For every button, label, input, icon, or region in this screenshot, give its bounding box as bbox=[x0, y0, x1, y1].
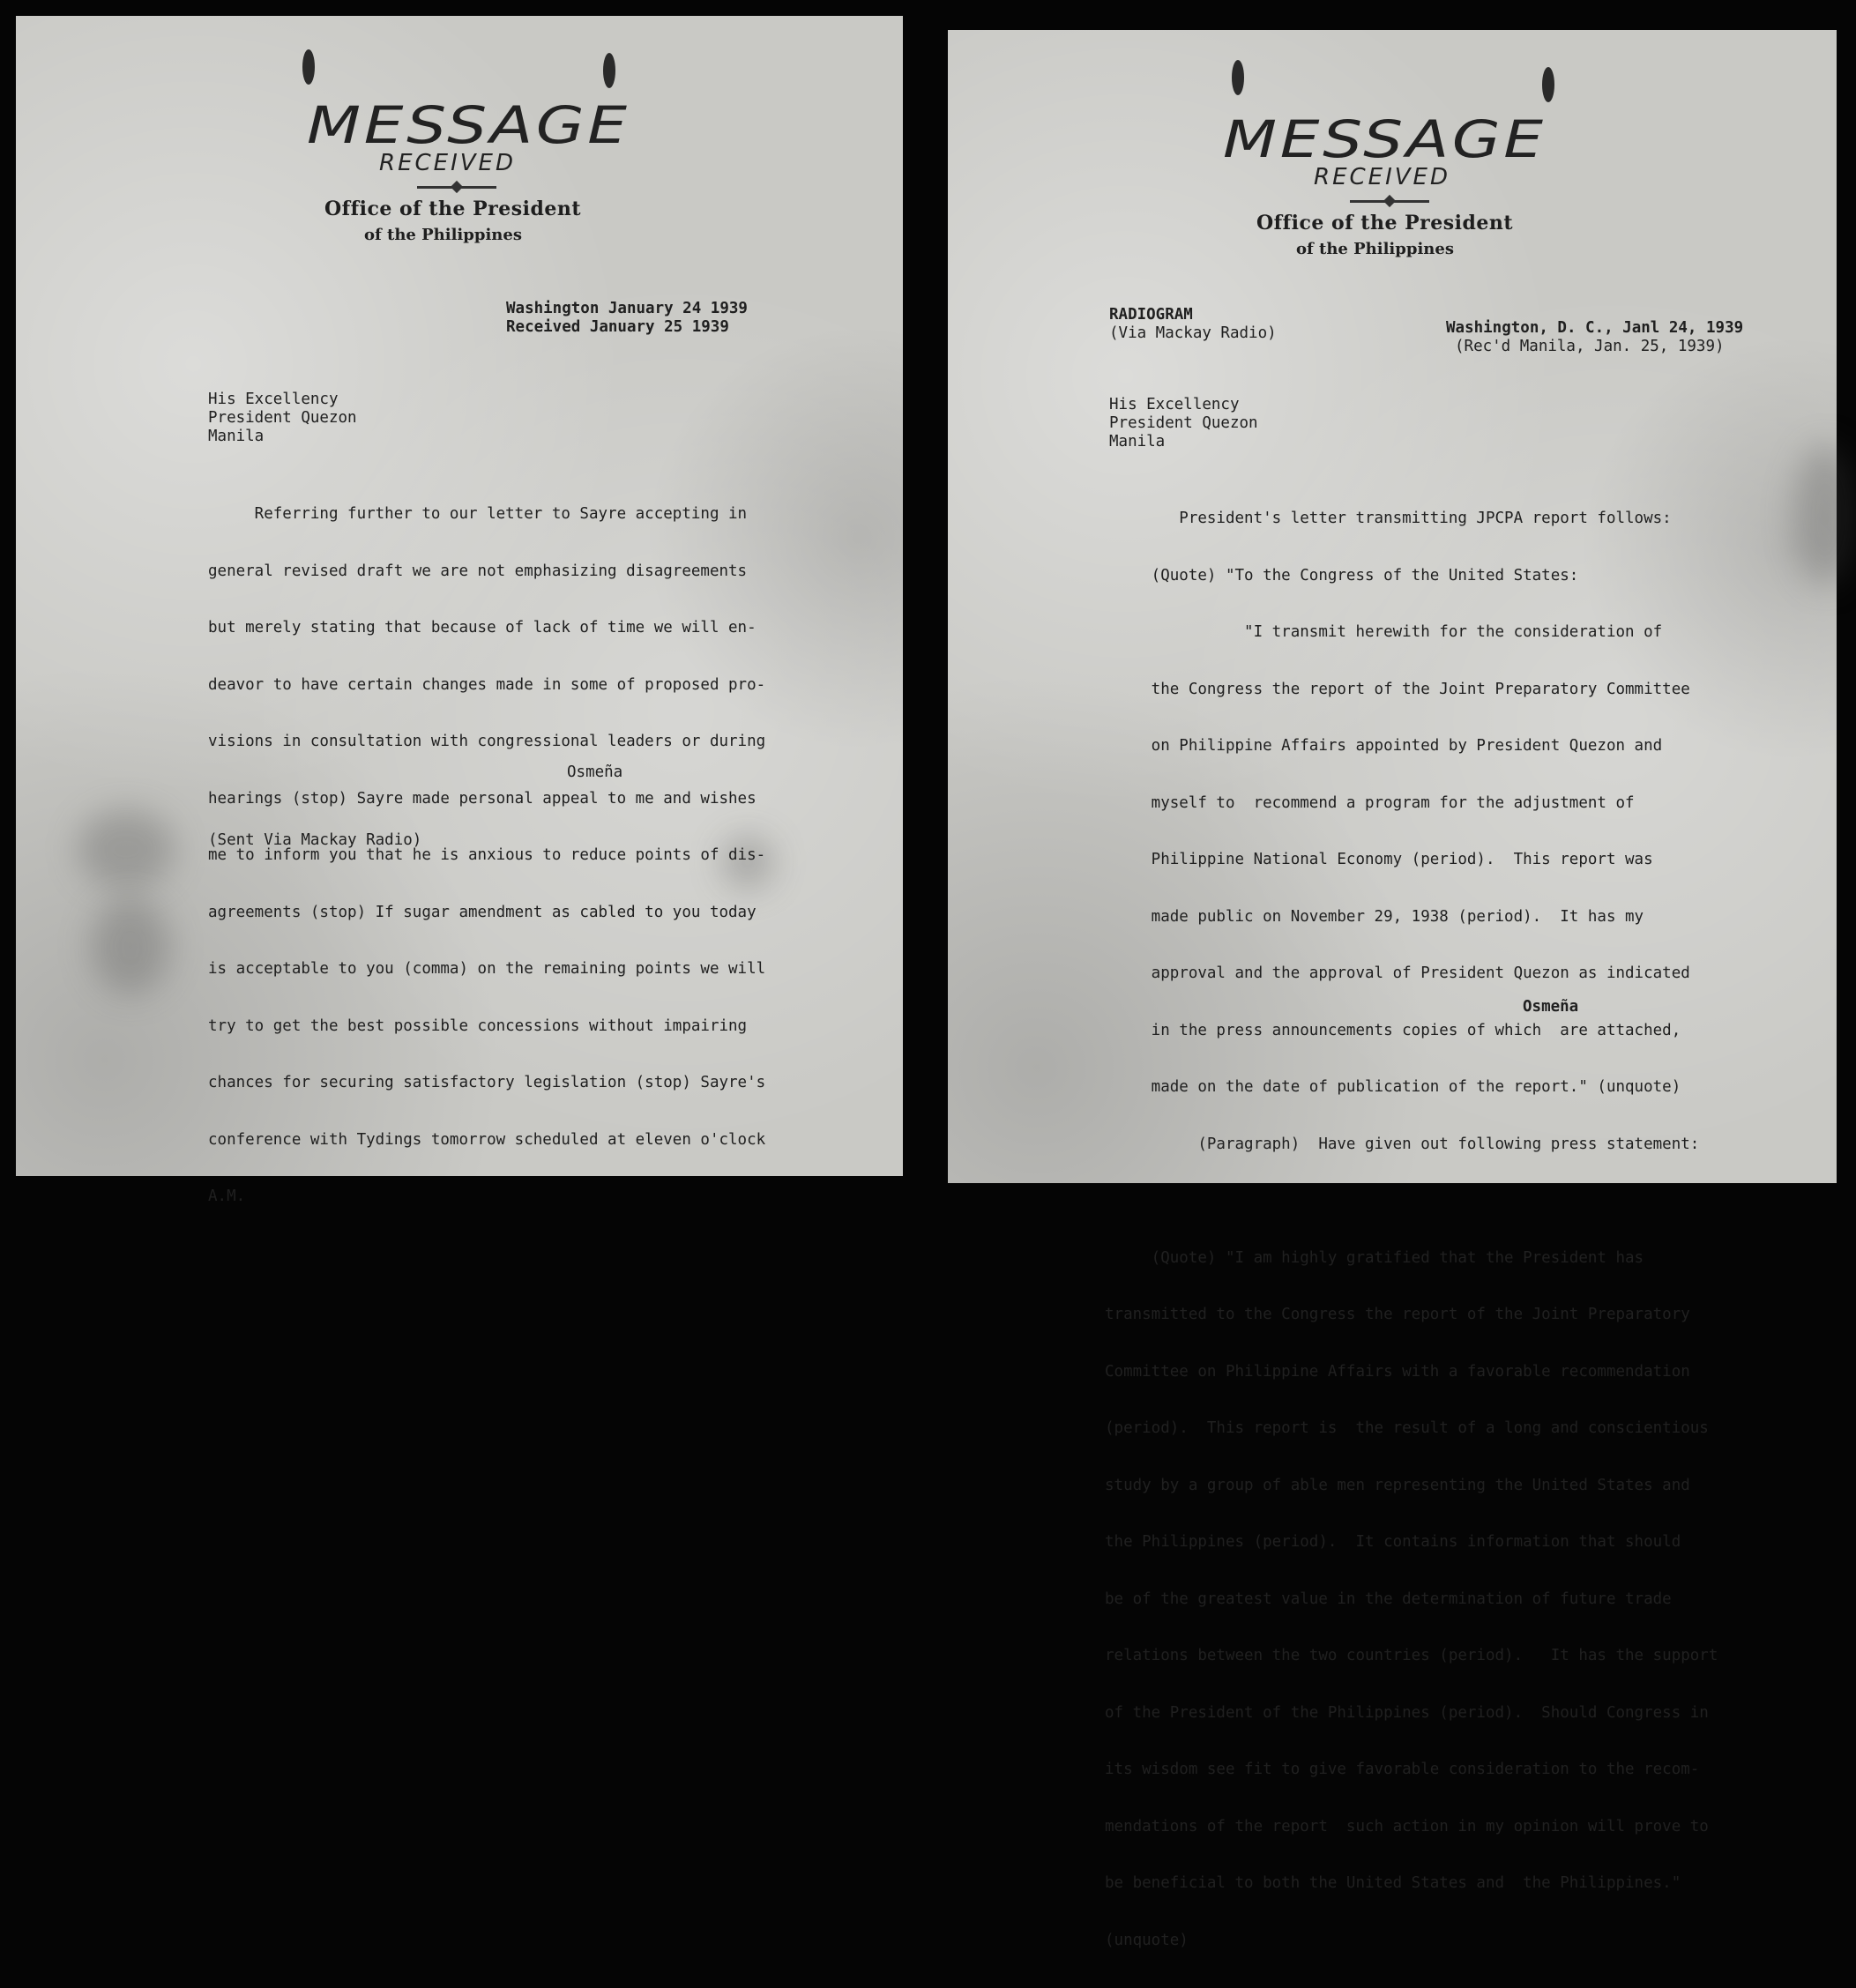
body-line: the Philippines (period). It contains information that should bbox=[1105, 1533, 1681, 1551]
masthead-title: MESSAGE bbox=[1223, 109, 1547, 169]
addressee-name: President Quezon bbox=[208, 409, 357, 427]
body-line: mendations of the report such action in my opinion will prove to bbox=[1105, 1817, 1709, 1835]
dateline-sent: Washington January 24 1939 bbox=[506, 300, 748, 317]
body-line: (Quote) "To the Congress of the United States: bbox=[1105, 566, 1579, 584]
masthead-office-line: Office of the President bbox=[324, 197, 582, 220]
punch-hole-icon bbox=[1542, 67, 1554, 102]
masthead-country-line: of the Philippines bbox=[1296, 240, 1454, 258]
body-line: chances for securing satisfactory legislation (stop) Sayre's bbox=[208, 1074, 766, 1091]
body-line: Committee on Philippine Affairs with a favorable recommendation bbox=[1105, 1362, 1690, 1381]
body-line: is acceptable to you (comma) on the remaining points we will bbox=[208, 960, 766, 978]
body-line bbox=[1105, 1192, 1718, 1211]
water-stain bbox=[91, 897, 170, 994]
dateline-received: Received January 25 1939 bbox=[506, 318, 729, 336]
radiogram-label: RADIOGRAM bbox=[1109, 306, 1193, 324]
signature: Osmeña bbox=[567, 763, 623, 781]
radio-service: (Via Mackay Radio) bbox=[1109, 324, 1277, 342]
body-line: of the President of the Philippines (period). Should Congress in bbox=[1105, 1703, 1709, 1722]
right-radiogram-page bbox=[948, 30, 1837, 1949]
body-line: be of the greatest value in the determination of future trade bbox=[1105, 1590, 1672, 1608]
body-line: but merely stating that because of lack of time we will en- bbox=[208, 619, 757, 637]
body-line: (Quote) "I am highly gratified that the President has bbox=[1105, 1248, 1644, 1267]
addressee-city: Manila bbox=[208, 428, 265, 445]
masthead-divider bbox=[417, 186, 496, 189]
body-line: Referring further to our letter to Sayre accepting in bbox=[208, 505, 748, 523]
body-line: (Paragraph) Have given out following press statement: bbox=[1105, 1135, 1700, 1153]
masthead-title: MESSAGE bbox=[307, 95, 630, 155]
body-line: on Philippine Affairs appointed by President Quezon and bbox=[1105, 737, 1663, 755]
body-line: try to get the best possible concessions without impairing bbox=[208, 1016, 748, 1035]
body-line: approval and the approval of President Quezon as indicated bbox=[1105, 964, 1690, 982]
left-message-page bbox=[16, 16, 903, 1205]
body-line: its wisdom see fit to give favorable consideration to the recom- bbox=[1105, 1761, 1700, 1778]
body-line: study by a group of able men representing the United States and bbox=[1105, 1476, 1690, 1494]
water-stain bbox=[78, 809, 175, 889]
body-line: deavor to have certain changes made in some of proposed pro- bbox=[208, 675, 766, 694]
body-line: made public on November 29, 1938 (period). It has my bbox=[1105, 907, 1644, 926]
signature: Osmeña bbox=[1523, 998, 1579, 1016]
body-line: myself to recommend a program for the adjustment of bbox=[1105, 793, 1635, 812]
body-line: general revised draft we are not emphasizing disagreements bbox=[208, 562, 748, 580]
body-line: conference with Tydings tomorrow scheduled at eleven o'clock bbox=[208, 1130, 766, 1149]
body-line: transmitted to the Congress the report of the Joint Preparatory bbox=[1105, 1306, 1690, 1323]
body-line: A.M. bbox=[208, 1188, 246, 1205]
body-line: Philippine National Economy (period). This report was bbox=[1105, 851, 1653, 868]
body-line: hearings (stop) Sayre made personal appeal to me and wishes bbox=[208, 789, 757, 808]
masthead-subtitle: RECEIVED bbox=[379, 150, 516, 176]
addressee-city: Manila bbox=[1109, 433, 1166, 450]
punch-hole-icon bbox=[603, 53, 615, 88]
masthead-office-line: Office of the President bbox=[1256, 212, 1514, 235]
body-line: in the press announcements copies of which are attached, bbox=[1105, 1021, 1681, 1039]
body-line: visions in consultation with congressional leaders or during bbox=[208, 733, 766, 750]
dateline-sent: Washington, D. C., Janl 24, 1939 bbox=[1446, 319, 1744, 337]
body-line: made on the date of publication of the report." (unquote) bbox=[1105, 1078, 1681, 1096]
addressee-name: President Quezon bbox=[1109, 414, 1258, 432]
water-stain bbox=[1794, 444, 1856, 585]
masthead-divider bbox=[1350, 200, 1429, 203]
body-line: me to inform you that he is anxious to reduce points of dis- bbox=[208, 846, 766, 864]
masthead-subtitle: RECEIVED bbox=[1314, 164, 1450, 190]
body-line: (unquote) bbox=[1105, 1931, 1189, 1949]
addressee-title: His Excellency bbox=[208, 391, 339, 408]
masthead-country-line: of the Philippines bbox=[364, 226, 522, 244]
body-line: agreements (stop) If sugar amendment as cabled to you today bbox=[208, 903, 757, 921]
body-line: (period). This report is the result of a long and conscientious bbox=[1105, 1419, 1709, 1437]
punch-hole-icon bbox=[302, 49, 315, 85]
body-line: the Congress the report of the Joint Preparatory Committee bbox=[1105, 680, 1690, 698]
dateline-received: (Rec'd Manila, Jan. 25, 1939) bbox=[1455, 338, 1725, 355]
message-body bbox=[1105, 472, 1718, 1988]
body-line: relations between the two countries (period). It has the support bbox=[1105, 1647, 1718, 1664]
body-line: President's letter transmitting JPCPA report follows: bbox=[1105, 510, 1672, 527]
message-body bbox=[208, 467, 765, 1245]
body-line: be beneficial to both the United States and the Philippines." bbox=[1105, 1874, 1681, 1892]
transmission-note: (Sent Via Mackay Radio) bbox=[208, 831, 422, 849]
punch-hole-icon bbox=[1232, 60, 1244, 95]
body-line: "I transmit herewith for the consideration of bbox=[1105, 623, 1663, 641]
addressee-title: His Excellency bbox=[1109, 396, 1240, 413]
